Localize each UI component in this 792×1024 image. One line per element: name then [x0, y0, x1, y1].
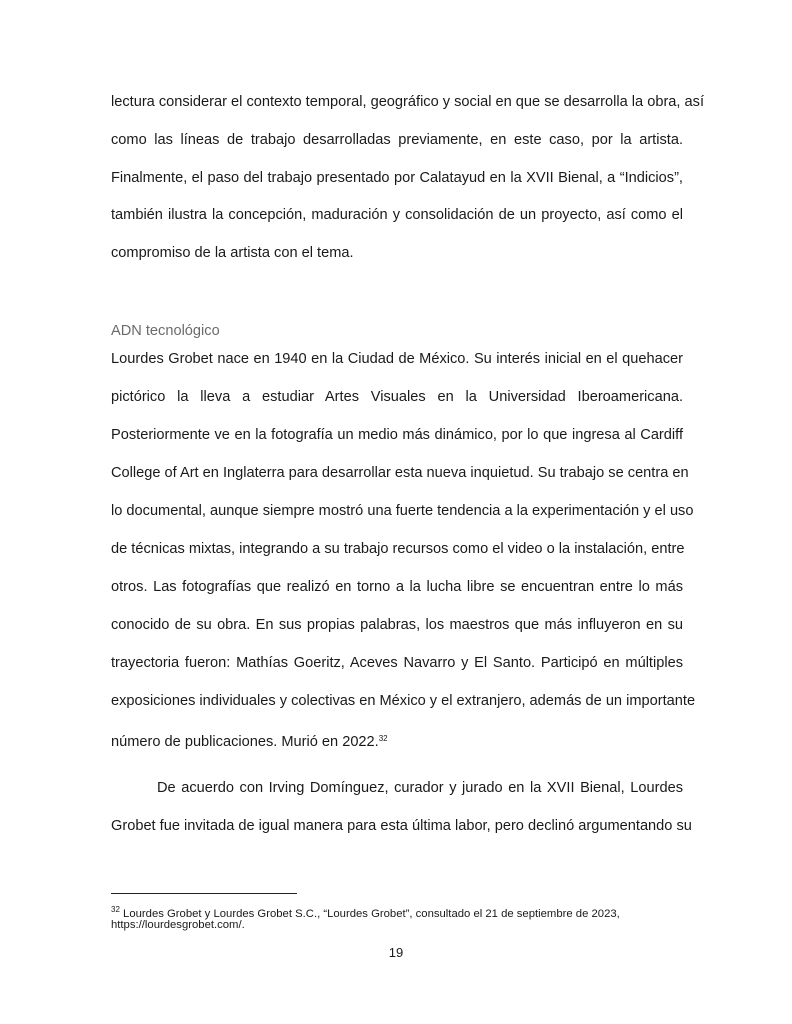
paragraph-2-line: Lourdes Grobet nace en 1940 en la Ciudad de México. Su interés inicial en el quehacer [111, 351, 683, 367]
footnote-url[interactable]: https://lourdesgrobet.com/. [111, 919, 245, 931]
paragraph-2-line: College of Art en Inglaterra para desarrollar esta nueva inquietud. Su trabajo se centra en [111, 465, 689, 481]
section-heading: ADN tecnológico [111, 323, 220, 339]
paragraph-2-line: pictórico la lleva a estudiar Artes Visuales en la Universidad Iberoamericana. [111, 389, 683, 405]
paragraph-2-line: otros. Las fotografías que realizó en torno a la lucha libre se encuentran entre lo más [111, 579, 683, 595]
paragraph-3-line: Grobet fue invitada de igual manera para esta última labor, pero declinó argumentando su [111, 818, 692, 834]
paragraph-2-text: número de publicaciones. Murió en 2022. [111, 734, 379, 750]
footnote-separator [111, 893, 297, 894]
paragraph-1-line: lectura considerar el contexto temporal, geográfico y social en que se desarrolla la obra, así [111, 94, 704, 110]
paragraph-1-line: como las líneas de trabajo desarrolladas previamente, en este caso, por la artista. [111, 132, 683, 148]
paragraph-2-line: trayectoria fueron: Mathías Goeritz, Aceves Navarro y El Santo. Participó en múltiples [111, 655, 683, 671]
footnote-number: 32 [111, 905, 120, 914]
page-number: 19 [388, 945, 404, 960]
footnote-reference[interactable]: 32 [378, 734, 388, 743]
paragraph-2-line: exposiciones individuales y colectivas en México y el extranjero, además de un importante [111, 693, 696, 709]
paragraph-3-line: De acuerdo con Irving Domínguez, curador y jurado en la XVII Bienal, Lourdes [157, 780, 683, 796]
paragraph-2-line: conocido de su obra. En sus propias palabras, los maestros que más influyeron en su [111, 617, 683, 633]
paragraph-2-last-line [111, 730, 683, 751]
paragraph-1-line: compromiso de la artista con el tema. [111, 245, 354, 261]
paragraph-1-line: también ilustra la concepción, maduración y consolidación de un proyecto, así como el [111, 207, 683, 223]
footnote-text: Lourdes Grobet y Lourdes Grobet S.C., “Lourdes Grobet”, consultado el 21 de septiembre de 2023, [123, 908, 620, 920]
paragraph-1-line: Finalmente, el paso del trabajo presentado por Calatayud en la XVII Bienal, a “Indicios”, [111, 170, 683, 186]
paragraph-2-line: Posteriormente ve en la fotografía un medio más dinámico, por lo que ingresa al Cardiff [111, 427, 683, 443]
paragraph-2-line: lo documental, aunque siempre mostró una fuerte tendencia a la experimentación y el uso [111, 503, 694, 519]
paragraph-2-line: de técnicas mixtas, integrando a su trabajo recursos como el video o la instalación, entre [111, 541, 685, 557]
